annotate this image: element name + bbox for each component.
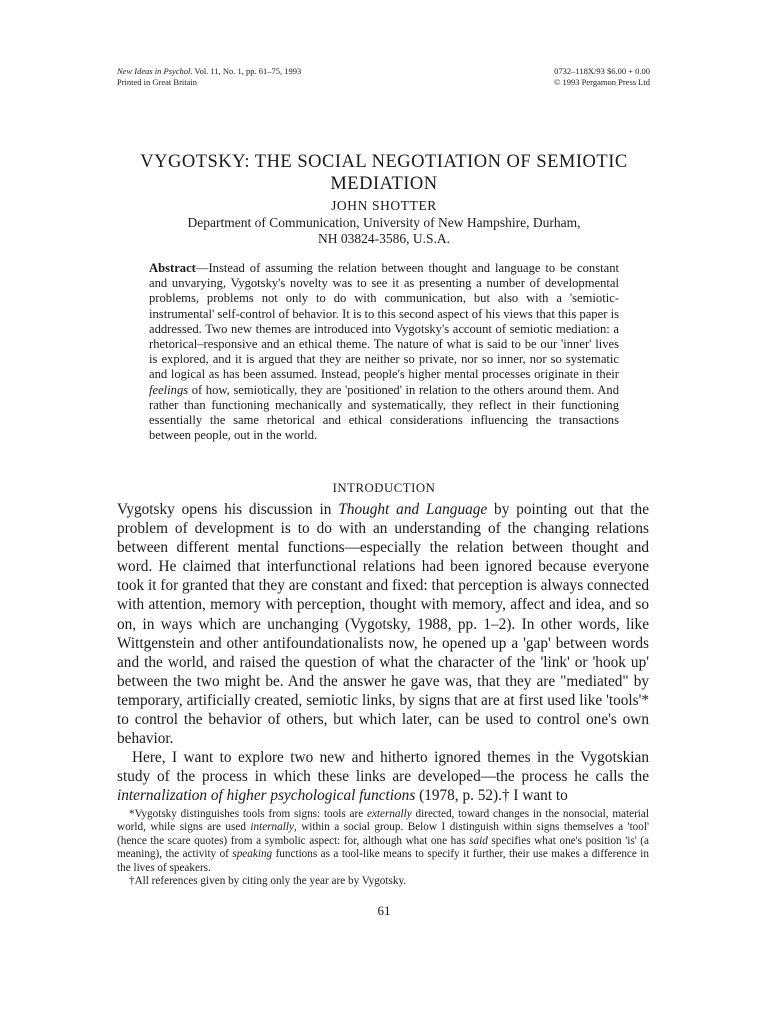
copyright-notice: © 1993 Pergamon Press Ltd (553, 77, 650, 87)
book-title-thought-and-language: Thought and Language (338, 501, 488, 518)
paragraph-1-text-b: by pointing out that the problem of development is to do with an understanding of the changing relations between different mental functions—especially the relation between thought and word. He claimed that interfunctional relations had been ignored because everyone took it for granted that they are constant and fixed: that perception is always connected with attention, memory with perception, thought with memory, affect and idea, and so on, in ways which are unchanging (Vygotsky, 1988, pp. 1–2). In other words, like Wittgenstein and other antifoundationalists now, he opened up a 'gap' between words and the world, and raised the question of what the character of the 'link' or 'hook up' between the two might be. And the answer he gave was, that they are "mediated" by temporary, artificially created, semiotic links, by signs that are at first used like 'tools'* to control the behavior of others, but which later, can be used to control one's own behavior. (117, 501, 649, 748)
footnote-1-emphasis-said: said (469, 834, 488, 847)
paragraph-2 (117, 748, 649, 805)
journal-citation (117, 66, 301, 77)
section-heading-introduction: INTRODUCTION (332, 481, 436, 495)
page-number: 61 (377, 903, 391, 918)
article-title (100, 151, 668, 195)
title-line-2: MEDIATION (330, 174, 438, 194)
footnote-1-text-d: specifies what one's position 'is' (a meaning), the activity of (117, 834, 649, 861)
paragraph-1 (117, 500, 649, 748)
abstract (149, 261, 619, 443)
title-line-1: VYGOTSKY: THE SOCIAL NEGOTIATION OF SEMIOTIC (140, 152, 628, 172)
paragraph-2-text-a: Here, I want to explore two new and hitherto ignored themes in the Vygotskian study of the process in which these links are developed—the process he calls the (117, 749, 649, 786)
author-affiliation (150, 215, 618, 247)
footnotes (117, 808, 649, 888)
abstract-emphasis-feelings: feelings (149, 382, 189, 397)
footnote-1-text-e: functions as a tool-like means to specify it further, their use makes a difference in the lives of speakers. (117, 848, 649, 874)
footnote-2: †All references given by citing only the year are by Vygotsky. (129, 875, 407, 888)
abstract-label: Abstract (149, 261, 196, 275)
footnote-1 (117, 808, 649, 875)
author-name: JOHN SHOTTER (331, 198, 437, 213)
abstract-text-2: of how, semiotically, they are 'positioned' in relation to the others around them. And rather than functioning mechanically and systematically, they reflect in their functioning essentially the same rhetorical and ethical considerations influencing the transactions between people, out in the world. (149, 382, 619, 443)
footnote-1-emphasis-speaking: speaking (232, 848, 273, 861)
footnote-1-emphasis-internally: internally (250, 821, 294, 834)
term-internalization: internalization of higher psychological functions (117, 787, 416, 805)
journal-name: New Ideas in Psychol. (117, 66, 193, 76)
volume-info: Vol. 11, No. 1, pp. 61–75, 1993 (194, 66, 302, 76)
running-header-right (554, 66, 650, 88)
abstract-text-1: —Instead of assuming the relation between thought and language to be constant and unvarying, Vygotsky's novelty was to see it as presenting a number of developmental problems, problems not only to do with communication, but also with a 'semiotic-instrumental' self-control of behavior. It is to this second aspect of his views that this paper is addressed. Two new themes are introduced into Vygotsky's account of semiotic mediation: a rhetorical–responsive and an ethical theme. The nature of what is said to be our 'inner' lives is explored, and it is argued that they are neither so private, nor so inner, nor so systematic and logical as has been assumed. Instead, people's higher mental processes originate in their (149, 261, 619, 382)
affiliation-line-1: Department of Communication, University of New Hampshire, Durham, (187, 215, 581, 230)
footnote-1-text-b: directed, toward changes in the nonsocial, material world, while signs are used (117, 808, 649, 834)
issn-price: 0732–118X/93 $6.00 + 0.00 (554, 66, 650, 76)
body-text (117, 500, 649, 806)
footnote-1-text-c: , within a social group. Below I distinguish within signs themselves a 'tool' (hence the scare quotes) from a symbolic aspect: for, although what one has (117, 821, 649, 847)
affiliation-line-2: NH 03824-3586, U.S.A. (317, 231, 450, 246)
running-header-left (117, 66, 301, 88)
footnote-1-text-a: *Vygotsky distinguishes tools from signs: tools are (129, 808, 367, 820)
printed-location: Printed in Great Britain (117, 77, 198, 87)
paragraph-2-text-b: (1978, p. 52).† I want to (415, 787, 568, 805)
footnote-1-emphasis-externally: externally (366, 808, 412, 820)
paragraph-1-text-a: Vygotsky opens his discussion in (117, 501, 339, 518)
